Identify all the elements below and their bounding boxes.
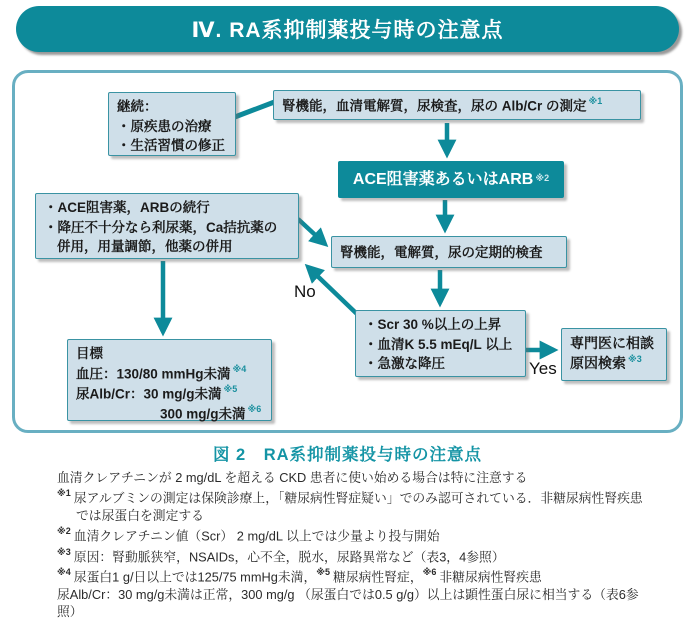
footnote-line: 尿Alb/Cr：30 mg/g未満は正常，300 mg/g （尿蛋白では0.5 g/g）以上は顕性蛋白尿に相当する（表6参照） [57, 586, 639, 620]
section-header [16, 6, 679, 52]
box-baseline-tests [273, 90, 641, 120]
box-continue-treatment [108, 92, 236, 156]
box-periodic-tests [331, 236, 567, 268]
footnote-marker: ※6 [422, 567, 437, 578]
footnote-ref-4: ※4 [232, 363, 247, 374]
label-no: No [294, 282, 316, 301]
section-title: Ⅳ. RA系抑制薬投与時の注意点 [191, 19, 504, 42]
footnote-marker: ※1 [57, 488, 71, 499]
box-line: 原因検索 $^{※3}$ [570, 353, 642, 372]
footnote-marker: ※5 [316, 567, 331, 578]
arrow-zokkou-to-teiki [298, 219, 325, 244]
box-line: 血圧：130/80 mmHg未満 $^{※4}$ [76, 363, 247, 382]
box-text: ACE阻害薬あるいはARB [352, 170, 534, 188]
footnote-line: $^{※4}$ 尿蛋白1 g/日以上では125/75 mmHg未満，$^{※5}$ 糖尿病性腎症，$^{※6}$ 非糖尿病性腎疾患 [57, 567, 542, 585]
footnote-ref-6: ※6 [247, 403, 262, 414]
box-line: 専門医に相談 [570, 335, 654, 351]
box-ace-arb [338, 161, 564, 198]
box-continue-ace-arb [35, 193, 299, 259]
box-text: 腎機能，電解質，尿の定期的検査 [340, 245, 543, 260]
box-line: 尿Alb/Cr：30 mg/g未満 $^{※5}$ [76, 383, 238, 402]
box-line: 併用，用量調節，他薬の併用 [57, 239, 233, 255]
box-line: 目標 [76, 346, 103, 361]
footnote-line: 血清クレアチニンが 2 mg/dL を超える CKD 患者に使い始める場合は特に注意する [57, 470, 528, 485]
box-line: ・急激な降圧 [364, 356, 445, 372]
label-yes: Yes [529, 359, 557, 378]
footnote-ref-3: ※3 [628, 353, 642, 364]
box-line: ・血清K 5.5 mEq/L 以上 [364, 336, 513, 352]
footnote-line: $^{※1}$ 尿アルブミンの測定は保険診療上，「糖尿病性腎症疑い」でのみ認可されている．非糖尿病性腎疾患では尿蛋白を測定する [57, 488, 643, 523]
footnote-ref-1: ※1 [588, 96, 603, 106]
figure-caption: 図 2 RA系抑制薬投与時の注意点 [212, 446, 483, 464]
box-scr-criteria [355, 310, 526, 377]
box-line: ・Scr 30 %以上の上昇 [364, 317, 502, 332]
footnote-line: $^{※2}$ 血清クレアチニン値（Scr） 2 mg/dL 以上では少量より投与開始 [57, 526, 440, 544]
box-line: ・ACE阻害薬，ARBの続行 [44, 200, 210, 215]
footnotes [57, 469, 653, 620]
box-targets [67, 339, 272, 421]
box-text: 腎機能，血清電解質，尿検査，尿の Alb/Cr の測定 [282, 98, 587, 114]
box-line: ・降圧不十分なら利尿薬，Ca拮抗薬の [44, 219, 278, 235]
box-line: 継続： [117, 99, 158, 114]
box-line: 300 mg/g未満 $^{※6}$ [160, 403, 262, 422]
footnote-marker: ※4 [57, 567, 71, 578]
footnote-marker: ※3 [57, 546, 71, 557]
footnote-ref-2: ※2 [535, 172, 550, 183]
footnote-line: $^{※3}$ 原因：腎動脈狭窄，NSAIDs，心不全，脱水，尿路異常など（表3，4参照） [57, 546, 505, 564]
box-line: ・原疾患の治療 [117, 118, 212, 134]
box-line: ・生活習慣の修正 [117, 138, 225, 154]
box-consult-specialist [561, 328, 667, 381]
footnote-marker: ※2 [57, 526, 71, 537]
footnote-ref-5: ※5 [223, 383, 238, 394]
flowchart-container [12, 70, 683, 433]
